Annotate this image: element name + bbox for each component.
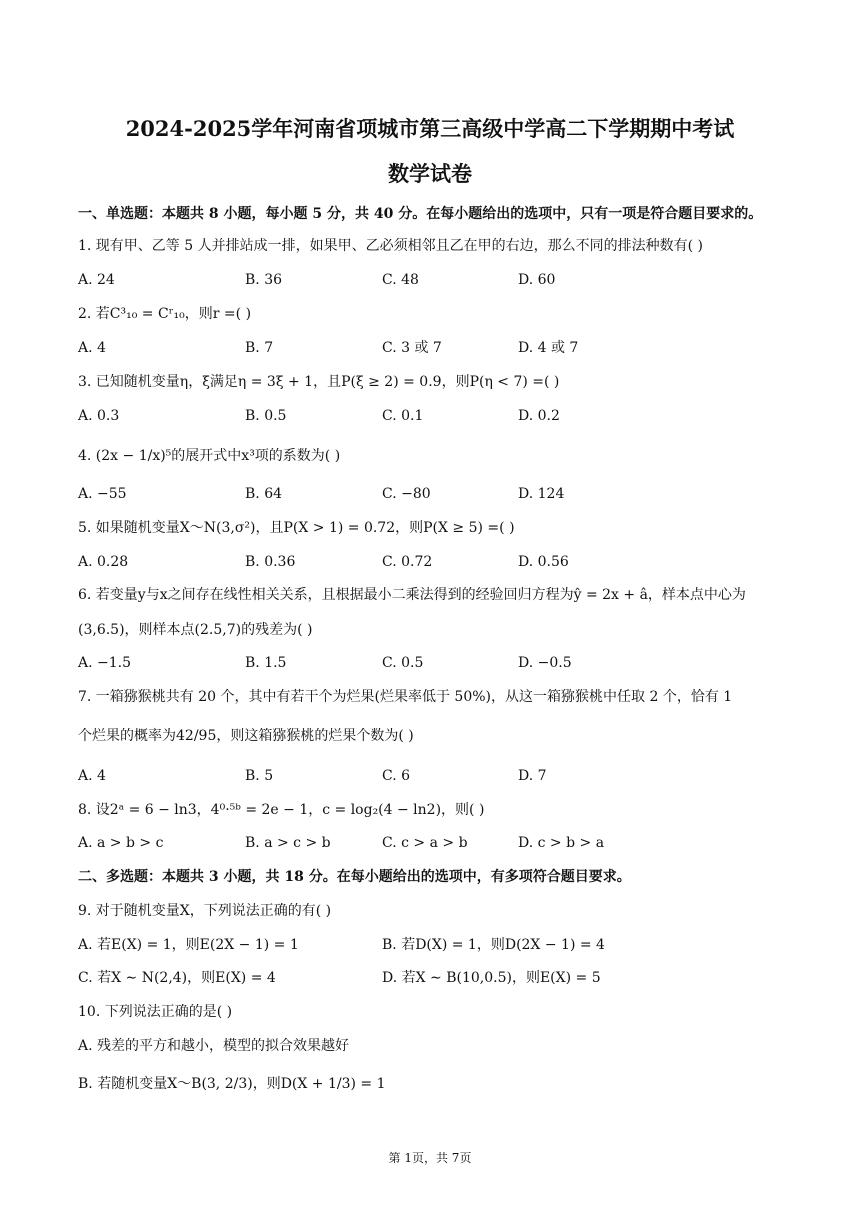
question-6-cont: (3,6.5)，则样本点(2.5,7)的残差为( ) [78,622,313,638]
q1-option-c: C. 48 [382,272,419,288]
q6-option-c: C. 0.5 [382,655,424,671]
q3-option-b: B. 0.5 [245,408,287,424]
q8-option-d: D. c > b > a [518,835,605,851]
q7-option-d: D. 7 [518,768,547,784]
question-7: 7. 一箱猕猴桃共有 20 个，其中有若干个为烂果(烂果率低于 50%)，从这一箱猕猴桃中任取 2 个，恰有 1 [78,689,733,705]
question-8: 8. 设2ᵃ = 6 − ln3，4⁰·⁵ᵇ = 2e − 1，c = log₂(4 − ln2)，则( ) [78,802,485,818]
q8-option-b: B. a > c > b [245,835,331,851]
question-7-cont: 个烂果的概率为42/95，则这箱猕猴桃的烂果个数为( ) [78,728,414,744]
q8-option-c: C. c > a > b [382,835,468,851]
q4-option-c: C. −80 [382,486,431,502]
question-4: 4. (2x − 1/x)⁵的展开式中x³项的系数为( ) [78,448,341,464]
q5-option-d: D. 0.56 [518,554,569,570]
q4-option-b: B. 64 [245,486,283,502]
q9-option-b: B. 若D(X) = 1，则D(2X − 1) = 4 [382,937,605,953]
q6-option-a: A. −1.5 [78,655,132,671]
q9-option-a: A. 若E(X) = 1，则E(2X − 1) = 1 [78,937,299,953]
q3-option-a: A. 0.3 [78,408,120,424]
exam-title: 2024-2025学年河南省项城市第三高级中学高二下学期期中考试 [125,116,735,141]
q6-option-d: D. −0.5 [518,655,572,671]
q2-option-b: B. 7 [245,340,274,356]
question-10: 10. 下列说法正确的是( ) [78,1004,233,1020]
q5-option-a: A. 0.28 [78,554,129,570]
q7-option-c: C. 6 [382,768,411,784]
section2-heading: 二、多选题：本题共 3 小题，共 18 分。在每小题给出的选项中，有多项符合题目要求。 [78,869,631,885]
page-number: 第 1页，共 7页 [388,1151,472,1165]
question-5: 5. 如果随机变量X～N(3,σ²)，且P(X > 1) = 0.72，则P(X ≥ 5) =( ) [78,520,515,536]
question-9: 9. 对于随机变量X，下列说法正确的有( ) [78,903,332,919]
q10-option-b: B. 若随机变量X～B(3, 2/3)，则D(X + 1/3) = 1 [78,1076,386,1092]
q1-option-d: D. 60 [518,272,556,288]
question-6: 6. 若变量y与x之间存在线性相关关系，且根据最小二乘法得到的经验回归方程为ŷ = 2x + â，样本点中心为 [78,587,746,603]
q3-option-c: C. 0.1 [382,408,424,424]
q5-option-c: C. 0.72 [382,554,433,570]
q4-option-a: A. −55 [78,486,127,502]
q9-option-c: C. 若X ∼ N(2,4)，则E(X) = 4 [78,970,276,986]
q9-option-d: D. 若X ∼ B(10,0.5)，则E(X) = 5 [382,970,601,986]
q7-option-b: B. 5 [245,768,274,784]
q10-option-a: A. 残差的平方和越小，模型的拟合效果越好 [78,1038,350,1054]
question-2: 2. 若C³₁₀ = Cʳ₁₀，则r =( ) [78,306,252,322]
q3-option-d: D. 0.2 [518,408,560,424]
q1-option-a: A. 24 [78,272,115,288]
q2-option-c: C. 3 或 7 [382,340,442,356]
exam-subtitle: 数学试卷 [388,161,472,186]
question-3: 3. 已知随机变量η，ξ满足η = 3ξ + 1，且P(ξ ≥ 2) = 0.9，则P(η < 7) =( ) [78,374,560,390]
section1-heading: 一、单选题：本题共 8 小题，每小题 5 分，共 40 分。在每小题给出的选项中，只有一项是符合题目要求的。 [78,206,763,222]
q4-option-d: D. 124 [518,486,565,502]
q1-option-b: B. 36 [245,272,283,288]
q2-option-a: A. 4 [78,340,106,356]
q7-option-a: A. 4 [78,768,106,784]
q5-option-b: B. 0.36 [245,554,296,570]
q6-option-b: B. 1.5 [245,655,287,671]
q8-option-a: A. a > b > c [78,835,164,851]
q2-option-d: D. 4 或 7 [518,340,579,356]
question-1: 1. 现有甲、乙等 5 人并排站成一排，如果甲、乙必须相邻且乙在甲的右边，那么不同的排法种数有( ) [78,238,703,254]
